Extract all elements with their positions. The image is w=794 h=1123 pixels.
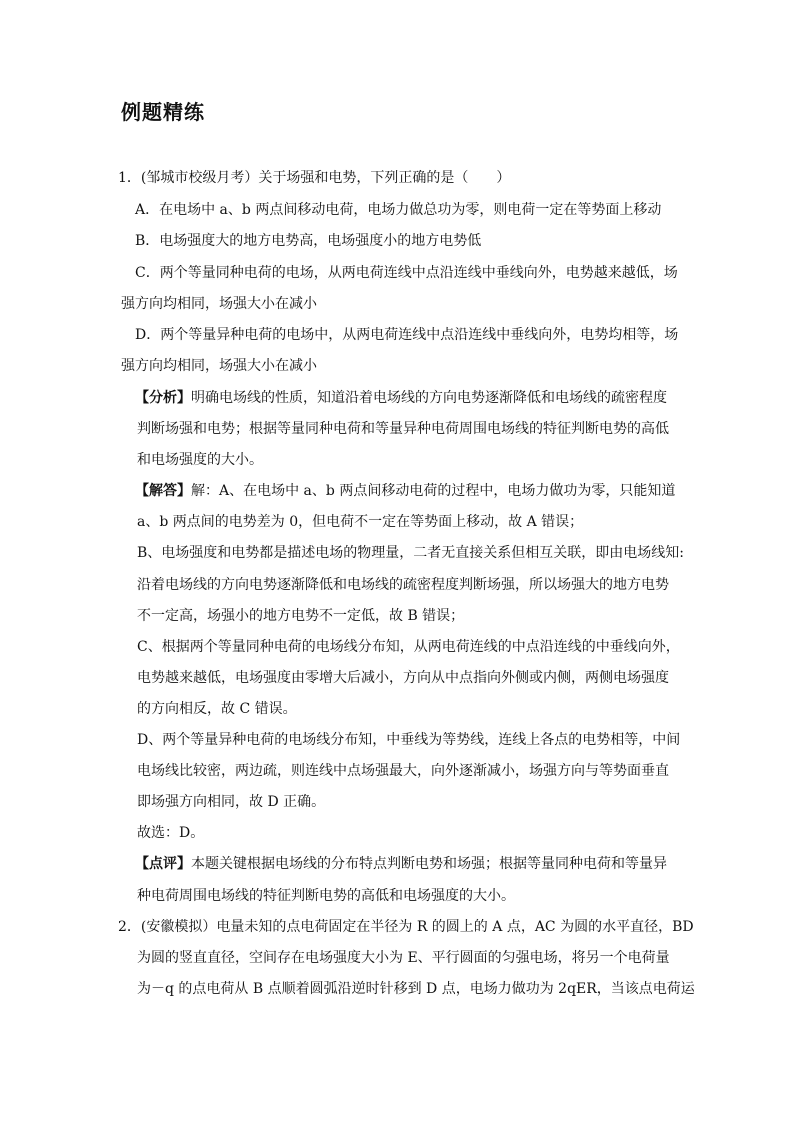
option-d-line-2: 强方向均相同，场强大小在减小: [121, 358, 317, 374]
analysis-line-1: [135, 388, 667, 408]
analysis-line-2: 判断场强和电势；根据等量同种电荷和等量异种电荷周围电场线的特征判断电势的高低: [137, 421, 669, 437]
answer-line-10: 电场线比较密，两边疏，则连线中点场强最大，向外逐渐减小，场强方向与等势面垂直: [137, 763, 669, 779]
comment-line-1: [135, 854, 667, 874]
final-choice: 故选：D。: [137, 825, 205, 841]
question-2-line-3: 为－q 的点电荷从 B 点顺着圆弧沿逆时针移到 D 点，电场力做功为 2qER，当该点电荷运: [137, 981, 695, 997]
option-c-line-1: C．两个等量同种电荷的电场，从两电荷连线中点沿连线中垂线向外，电势越来越低，场: [135, 265, 678, 281]
analysis-line-3: 和电场强度的大小。: [137, 452, 263, 468]
answer-text: 解：A、在电场中 a、b 两点间移动电荷的过程中，电场力做功为零，只能知道: [191, 483, 676, 499]
answer-line-7: 电势越来越低，电场强度由零增大后减小，方向从中点指向外侧或内侧，两侧电场强度: [137, 670, 669, 686]
option-c-line-2: 强方向均相同，场强大小在减小: [121, 296, 317, 312]
option-b: B．电场强度大的地方电势高，电场强度小的地方电势低: [135, 233, 482, 249]
question-2-line-2: 为圆的竖直直径，空间存在电场强度大小为 E、平行圆面的匀强电场，将另一个电荷量: [137, 950, 670, 966]
question-2-line-1: 2．(安徽模拟）电量未知的点电荷固定在半径为 R 的圆上的 A 点，AC 为圆的水平直径，BD: [118, 919, 694, 935]
analysis-text: 明确电场线的性质，知道沿着电场线的方向电势逐渐降低和电场线的疏密程度: [191, 390, 667, 406]
answer-line-4: 沿着电场线的方向电势逐渐降低和电场线的疏密程度判断场强，所以场强大的地方电势: [137, 577, 669, 593]
question-1-stem: 1．(邹城市校级月考）关于场强和电势，下列正确的是（ ）: [118, 170, 511, 186]
analysis-tag: 【分析】: [135, 390, 191, 406]
answer-tag: 【解答】: [135, 483, 191, 499]
answer-line-11: 即场强方向相同，故 D 正确。: [137, 794, 326, 810]
answer-line-9: D、两个等量异种电荷的电场线分布知，中垂线为等势线，连线上各点的电势相等，中间: [137, 732, 681, 748]
answer-line-6: C、根据两个等量同种电荷的电场线分布知，从两电荷连线的中点沿连线的中垂线向外，: [137, 639, 680, 655]
answer-line-1: [135, 481, 675, 501]
comment-line-2: 种电荷周围电场线的特征判断电势的高低和电场强度的大小。: [137, 888, 515, 904]
option-a: A．在电场中 a、b 两点间移动电荷，电场力做总功为零，则电荷一定在等势面上移动: [135, 202, 662, 218]
page-title: 例题精练: [121, 100, 205, 124]
answer-line-5: 不一定高，场强小的地方电势不一定低，故 B 错误；: [137, 608, 465, 624]
answer-line-8: 的方向相反，故 C 错误。: [137, 701, 297, 717]
option-d-line-1: D．两个等量异种电荷的电场中，从两电荷连线中点沿连线中垂线向外，电势均相等，场: [135, 327, 679, 343]
comment-text: 本题关键根据电场线的分布特点判断电势和场强；根据等量同种电荷和等量异: [191, 856, 667, 872]
answer-line-2: a、b 两点间的电势差为 0，但电荷不一定在等势面上移动，故 A 错误；: [137, 514, 584, 530]
answer-line-3: B、电场强度和电势都是描述电场的物理量，二者无直接关系但相互关联，即由电场线知:: [137, 545, 685, 561]
comment-tag: 【点评】: [135, 856, 191, 872]
